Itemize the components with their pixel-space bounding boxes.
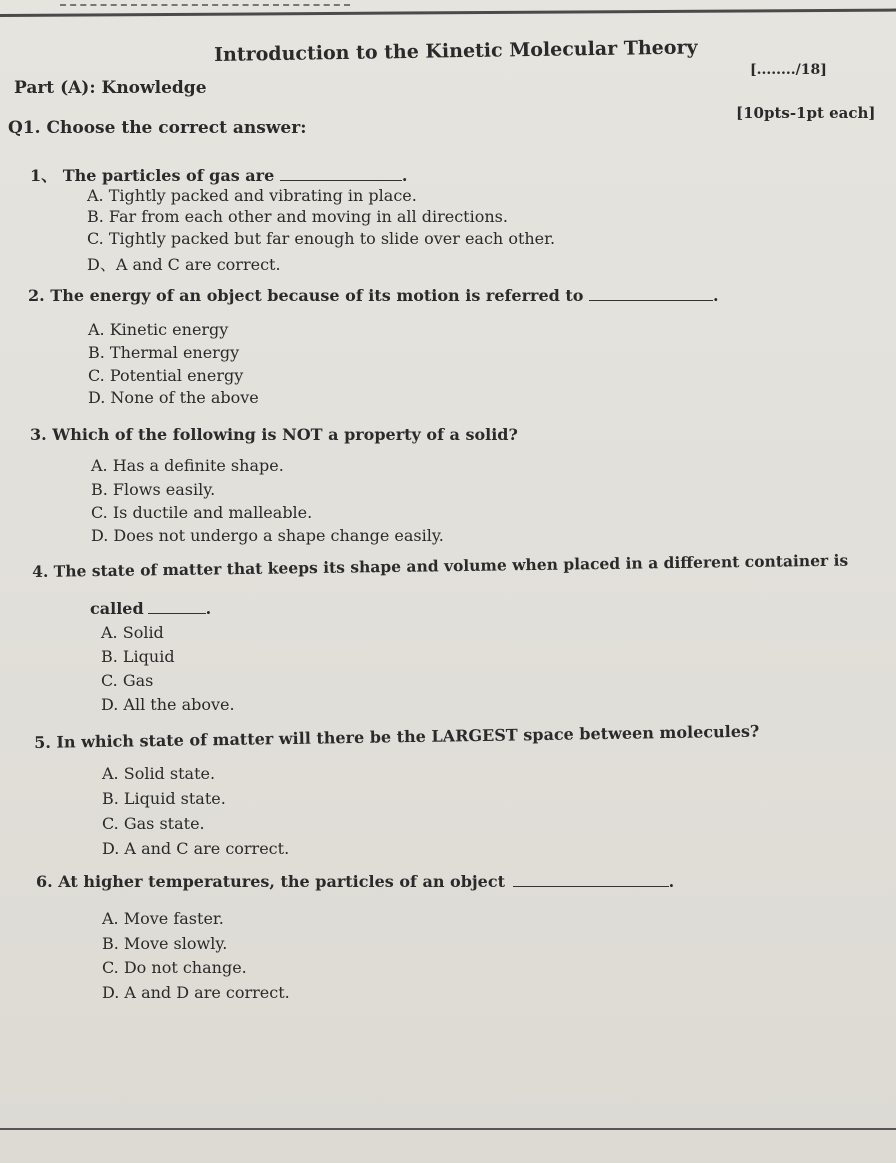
question-4-option-a: A. Solid bbox=[101, 623, 164, 642]
top-dashed-line bbox=[60, 4, 350, 6]
points-note: [10pts-1pt each] bbox=[736, 104, 876, 122]
question-1-option-d: D、A and C are correct. bbox=[87, 255, 281, 274]
question-6-stem bbox=[36, 872, 674, 891]
question-number: 2. bbox=[28, 286, 45, 305]
question-5-option-d: D. A and C are correct. bbox=[102, 839, 290, 858]
question-2-option-c: C. Potential energy bbox=[88, 366, 244, 385]
answer-blank bbox=[280, 179, 402, 181]
question-5-option-c: C. Gas state. bbox=[102, 814, 205, 833]
bottom-rule bbox=[0, 1128, 896, 1130]
question-6-option-b: B. Move slowly. bbox=[102, 934, 228, 953]
question-end: . bbox=[205, 599, 212, 618]
question-text: The particles of gas are bbox=[62, 166, 275, 185]
question-3-stem bbox=[30, 425, 518, 444]
question-1-option-c: C. Tightly packed but far enough to slide over each other. bbox=[87, 229, 556, 248]
question-2-option-d: D. None of the above bbox=[88, 388, 259, 407]
question-1-option-b: B. Far from each other and moving in all directions. bbox=[87, 207, 508, 226]
question-4-stem-continued bbox=[90, 599, 211, 618]
question-5-stem bbox=[34, 722, 759, 752]
question-end: . bbox=[401, 166, 408, 185]
question-text: The state of matter that keeps its shape and volume when placed in a different container is bbox=[53, 550, 849, 581]
question-4-option-d: D. All the above. bbox=[101, 695, 235, 714]
question-4-option-b: B. Liquid bbox=[101, 647, 175, 666]
question-text: The energy of an object because of its motion is referred to bbox=[50, 286, 584, 305]
question-5-option-a: A. Solid state. bbox=[102, 764, 216, 783]
question-number: 4. bbox=[32, 561, 49, 581]
question-2-stem bbox=[28, 286, 719, 305]
answer-blank bbox=[148, 612, 206, 614]
score-box: [......../18] bbox=[750, 62, 827, 78]
question-text: In which state of matter will there be the LARGEST space between molecules? bbox=[56, 721, 760, 752]
question-4-stem bbox=[32, 551, 848, 581]
top-rule bbox=[0, 9, 896, 17]
question-3-option-d: D. Does not undergo a shape change easily. bbox=[91, 526, 444, 545]
question-text: At higher temperatures, the particles of an object bbox=[58, 872, 505, 891]
answer-blank bbox=[589, 299, 713, 301]
question-1-stem bbox=[30, 163, 407, 186]
answer-blank bbox=[513, 885, 669, 887]
q1-instruction: Q1. Choose the correct answer: bbox=[8, 118, 307, 138]
part-heading: Part (A): Knowledge bbox=[14, 78, 207, 98]
question-3-option-c: C. Is ductile and malleable. bbox=[91, 503, 313, 522]
question-1-option-a: A. Tightly packed and vibrating in place. bbox=[87, 186, 417, 205]
question-text: Which of the following is NOT a property of a solid? bbox=[52, 425, 518, 444]
question-4-option-c: C. Gas bbox=[101, 671, 154, 690]
question-5-option-b: B. Liquid state. bbox=[102, 789, 226, 808]
question-number: 1、 bbox=[30, 166, 58, 185]
question-2-option-a: A. Kinetic energy bbox=[88, 320, 229, 339]
worksheet-title: Introduction to the Kinetic Molecular Theory bbox=[214, 36, 698, 66]
question-2-option-b: B. Thermal energy bbox=[88, 343, 240, 362]
question-number: 6. bbox=[36, 872, 53, 891]
question-6-option-d: D. A and D are correct. bbox=[102, 983, 290, 1002]
question-6-option-c: C. Do not change. bbox=[102, 958, 247, 977]
question-number: 3. bbox=[30, 425, 47, 444]
question-text-line2: called bbox=[90, 599, 144, 618]
question-3-option-a: A. Has a definite shape. bbox=[91, 456, 284, 475]
question-3-option-b: B. Flows easily. bbox=[91, 480, 216, 499]
question-end: . bbox=[713, 286, 719, 305]
question-end: . bbox=[668, 872, 675, 891]
question-number: 5. bbox=[34, 732, 51, 752]
question-6-option-a: A. Move faster. bbox=[102, 909, 224, 928]
